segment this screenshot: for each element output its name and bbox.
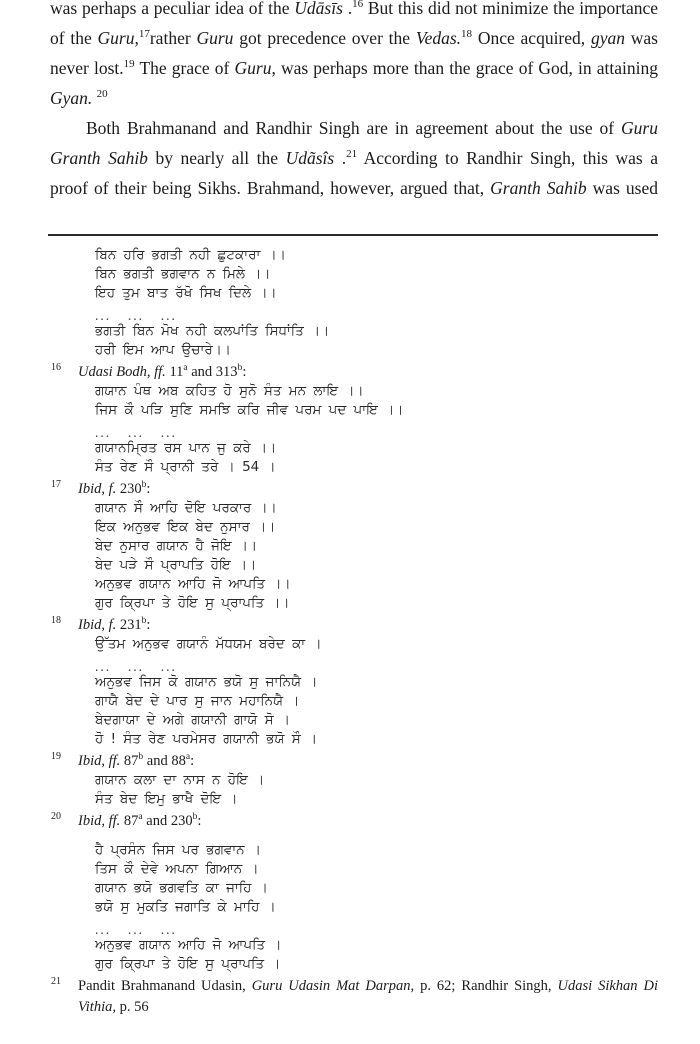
footnote-ref: 16 (352, 0, 364, 11)
gurmukhi-verse-line: ਅਨੁਭਵ ਜਿਸ ਕੋ ਗਯਾਨ ਭਯੋ ਸੁ ਜਾਨਿਯੈ । (95, 674, 318, 690)
gurmukhi-verse-line: ਸੰਤ ਬੇਦ ਇਮੁ ਭਾਖੈ ਦੋਇ । (95, 791, 238, 807)
text-segment: Guru Udasin Mat Darpan, (251, 978, 415, 994)
gurmukhi-verse-line: ਇਹ ਤੁਮ ਬਾਤ ਰੱਖੋ ਸਿਖ ਦਿਲੇ ।। (95, 285, 277, 301)
footnotes (50, 246, 658, 1018)
footnote-separator (48, 234, 658, 236)
text-segment: : (146, 481, 151, 497)
footnote-continuation (50, 246, 658, 360)
text-line (50, 113, 658, 143)
text-line (50, 53, 658, 83)
footnote-ref: a (185, 752, 191, 763)
text-segment: 11 (165, 364, 184, 380)
gurmukhi-verse-line: ਗਯਾਨ ਕਲਾ ਦਾ ਨਾਸ ਨ ਹੋਇ । (95, 772, 265, 788)
text-segment: The grace of (134, 58, 235, 78)
text-segment: But this did not minimize the importance (363, 0, 658, 18)
gurmukhi-verse-line: ਗੁਰ ਕ੍ਰਿਪਾ ਤੇ ਹੋਇ ਸੁ ਪ੍ਰਾਪਤਿ । (95, 956, 281, 972)
text-segment: 87 (120, 753, 139, 769)
gurmukhi-verse-line: ਹੈ ਪ੍ਰਸੰਨ ਜਿਸ ਪਰ ਭਗਵਾਨ । (95, 842, 262, 858)
text-segment: Ibid, f. (78, 617, 117, 633)
gurmukhi-verse-line: ਤਿਸ ਕੌ ਦੇਵੇ ਅਪਨਾ ਗਿਆਨ । (95, 861, 259, 877)
text-segment: Vithia, (78, 999, 116, 1015)
gurmukhi-verse-line: ਬੇਦਗਾਯਾ ਦੇ ਅਗੇ ਗਯਾਨੀ ਗਾਯੋ ਸੋ । (95, 712, 291, 728)
text-segment: never lost. (50, 58, 124, 78)
gurmukhi-verse-line: ਗਯਾਨ ਪੰਥ ਅਬ ਕਹਿਤ ਹੋ ਸੁਨੋ ਸੰਤ ਮਨ ਲਾਇ ।। (95, 383, 364, 399)
gurmukhi-verse-line: ਗਯਾਨਮ੍ਰਿਤ ਰਸ ਪਾਨ ਜੁ ਕਰੇ ।। (95, 440, 277, 456)
ellipsis-line: ... ... ... (95, 308, 177, 323)
footnote-17 (50, 479, 658, 613)
text-segment: Vedas. (415, 28, 462, 48)
gurmukhi-verse-line: ਉੱਤਮ ਅਨੁਭਵ ਗਯਾਨੰ ਮੱਧਯਮ ਬਰੇਦ ਕਾ । (95, 636, 322, 652)
text-segment: was used (586, 178, 658, 198)
gurmukhi-verse-line: ਬਿਨ ਭਗਤੀ ਭਗਵਾਨ ਨ ਮਿਲੇ ।। (95, 266, 271, 282)
text-segment: Udasi Bodh, ff. (78, 364, 166, 380)
footnote-21 (50, 976, 658, 1018)
text-segment: of the (50, 28, 98, 48)
footnote-source (78, 751, 658, 771)
gurmukhi-verse-line: ਗਯਾਨ ਸੌ ਆਹਿ ਦੋਇ ਪਰਕਾਰ ।। (95, 500, 277, 516)
text-segment: and 88 (143, 753, 186, 769)
footnote-number: 21 (51, 976, 61, 987)
text-segment: : (242, 364, 247, 380)
footnote-source (78, 811, 658, 831)
text-segment: Guru (196, 28, 234, 48)
footnote-20 (50, 811, 658, 974)
text-line (50, 0, 658, 23)
footnote-number: 17 (51, 479, 61, 490)
text-segment: Udãsîs (285, 148, 335, 168)
footnote-source (78, 479, 658, 499)
footnote-number: 18 (51, 615, 61, 626)
footnote-ref: 18 (461, 28, 473, 41)
text-segment: was (624, 28, 658, 48)
footnote-16 (50, 362, 658, 477)
gurmukhi-verse-line: ਇਕ ਅਨੁਭਵ ਇਕ ਬੇਦ ਨੁਸਾਰ ।। (95, 519, 276, 535)
text-line (50, 23, 658, 53)
footnote-ref: 19 (123, 58, 135, 71)
ellipsis-line: ... ... ... (95, 659, 177, 674)
footnote-ref: b (141, 616, 147, 627)
gurmukhi-verse-line: ਬੇਦ ਪੜੇ ਸੌ ਪ੍ਰਾਪਤਿ ਹੋਇ ।। (95, 557, 257, 573)
text-segment: and 230 (142, 813, 193, 829)
text-segment: . (342, 0, 353, 18)
text-segment: 230 (116, 481, 142, 497)
paragraph (50, 113, 658, 203)
text-segment: rather (149, 28, 197, 48)
paragraph (50, 0, 658, 113)
gurmukhi-verse-line: ਅਨੁਭਵ ਗਯਾਨ ਆਹਿ ਜੋ ਆਪਤਿ । (95, 937, 282, 953)
footnote-citation-line (78, 997, 658, 1018)
text-segment: gyan (590, 28, 625, 48)
footnote-19 (50, 751, 658, 809)
footnote-ref: 20 (96, 88, 108, 101)
text-segment: 87 (120, 813, 139, 829)
text-line (50, 173, 658, 203)
text-segment: Udāsīs (294, 0, 343, 18)
text-segment: Both Brahmanand and Randhir Singh are in agreement about the use of (86, 118, 622, 138)
text-segment: Udasi Sikhan Di (557, 978, 658, 994)
text-segment: Ibid, ff. (78, 753, 121, 769)
text-segment: Once acquired, (472, 28, 591, 48)
text-segment: Granth Sahib (490, 178, 587, 198)
text-segment: : (146, 617, 151, 633)
text-segment: Guru (234, 58, 272, 78)
gurmukhi-verse-line: ਗਯਾਨ ਭਯੋ ਭਗਵਤਿ ਕਾ ਜਾਹਿ । (95, 880, 268, 896)
text-segment: , was perhaps more than the grace of God, in attaining (271, 58, 659, 78)
gurmukhi-verse-line: ਬੇਦ ਨੁਸਾਰ ਗਯਾਨ ਹੈ ਜੋਇ ।। (95, 538, 258, 554)
footnote-number: 20 (51, 811, 61, 822)
text-segment: Gyan. (50, 88, 93, 108)
text-segment: proof of their being Sikhs. Brahmand, however, argued that, (50, 178, 491, 198)
footnote-ref: b (192, 812, 198, 823)
text-segment: p. 62; Randhir Singh, (414, 978, 558, 994)
gurmukhi-verse-line: ਭਗਤੀ ਬਿਨ ਮੋਖ ਨਹੀ ਕਲਪਾਂਤਿ ਸਿਧਾਂਤਿ ।। (95, 323, 330, 339)
gurmukhi-verse-line: ਗੁਰ ਕ੍ਰਿਪਾ ਤੇ ਹੋਇ ਸੁ ਪ੍ਰਾਪਤਿ ।। (95, 595, 290, 611)
text-segment: p. 56 (116, 999, 149, 1015)
text-segment: : (190, 753, 195, 769)
gurmukhi-verse-line: ਹੋ ! ਸੰਤ ਰੇਣ ਪਰਮੇਸਰ ਗਯਾਨੀ ਭਯੋ ਸੌ । (95, 731, 318, 747)
footnote-ref: b (237, 363, 243, 374)
text-segment: Granth Sahib (50, 148, 148, 168)
text-segment: Guru (621, 118, 658, 138)
footnote-citation-line (78, 976, 658, 997)
text-segment: Ibid, f. (78, 481, 117, 497)
footnote-ref: a (138, 812, 143, 823)
text-segment: Pandit Brahmanand Udasin, (78, 978, 252, 994)
text-line (50, 143, 658, 173)
text-segment: . (334, 148, 347, 168)
footnote-ref: a (183, 363, 188, 374)
footnote-number: 19 (51, 751, 61, 762)
text-segment: got precedence over the (233, 28, 416, 48)
gurmukhi-verse-line: ਸੰਤ ਰੇਣ ਸੌ ਪ੍ਰਾਨੀ ਤਰੇ । 54 । (95, 459, 276, 475)
footnote-number: 16 (51, 362, 61, 373)
footnote-source (78, 362, 658, 382)
text-line (50, 83, 658, 113)
text-segment: 231 (116, 617, 142, 633)
footnote-ref: 17 (138, 28, 150, 41)
gurmukhi-verse-line: ਬਿਨ ਹਰਿ ਭਗਤੀ ਨਹੀ ਛੁਟਕਾਰਾ ।। (95, 247, 286, 263)
footnote-ref: b (141, 480, 147, 491)
gurmukhi-verse-line: ਅਨੁਭਵ ਗਯਾਨ ਆਹਿ ਜੋ ਆਪਤਿ ।। (95, 576, 291, 592)
text-segment: and 313 (187, 364, 238, 380)
text-segment: by nearly all the (147, 148, 286, 168)
body-text (50, 0, 658, 203)
gurmukhi-verse-line: ਹਰੀ ਇਮ ਆਪ ਉਚਾਰੇ।। (95, 342, 231, 358)
ellipsis-line: ... ... ... (95, 922, 177, 937)
text-segment: According to Randhir Singh, this was a (357, 148, 658, 168)
ellipsis-line: ... ... ... (95, 425, 177, 440)
gurmukhi-verse-line: ਗਾਯੈ ਬੇਦ ਦੇ ਪਾਰ ਸੁ ਜਾਨ ਮਹਾਨਿਯੈ । (95, 693, 300, 709)
text-segment: Ibid, ff. (78, 813, 121, 829)
text-segment: was perhaps a peculiar idea of the (50, 0, 295, 18)
gurmukhi-verse-line: ਜਿਸ ਕੌ ਪੜਿ ਸੁਣਿ ਸਮਝਿ ਕਰਿ ਜੀਵ ਪਰਮ ਪਦ ਪਾਇ ।। (95, 402, 404, 418)
footnote-ref: b (138, 752, 144, 763)
text-segment: : (197, 813, 202, 829)
footnote-18 (50, 615, 658, 749)
gurmukhi-verse-line: ਭਯੋ ਸੁ ਮੁਕਤਿ ਜਗਾਤਿ ਕੇ ਮਾਹਿ । (95, 899, 276, 915)
footnote-ref: 21 (346, 148, 358, 161)
text-segment: Guru, (97, 28, 139, 48)
footnote-source (78, 615, 658, 635)
